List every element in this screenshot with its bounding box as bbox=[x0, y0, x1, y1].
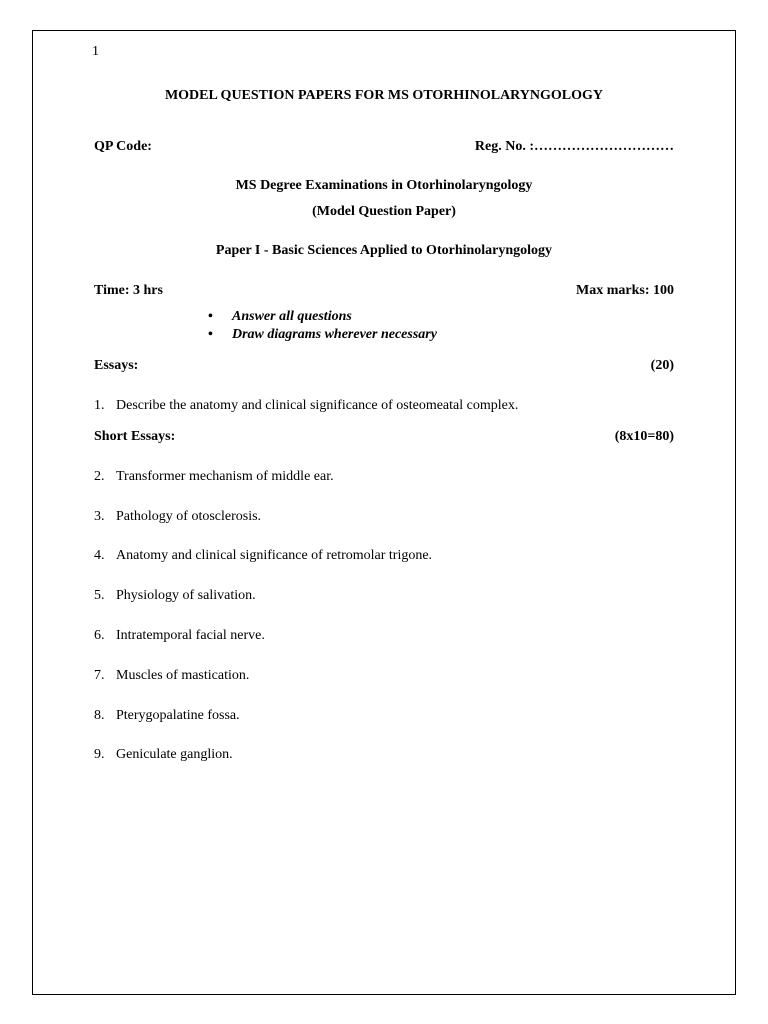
instruction-item bbox=[206, 308, 437, 326]
paper-name: Paper I - Basic Sciences Applied to Otorhinolaryngology bbox=[215, 243, 553, 258]
question-item bbox=[94, 588, 256, 604]
question-item bbox=[94, 398, 518, 414]
question-number: 1. bbox=[94, 398, 105, 413]
short-essays-label: Short Essays: bbox=[94, 429, 176, 444]
question-number: 7. bbox=[94, 668, 105, 683]
question-number: 4. bbox=[94, 548, 105, 563]
question-text: Geniculate ganglion. bbox=[116, 747, 233, 762]
instruction-item bbox=[206, 326, 437, 344]
exam-title: MS Degree Examinations in Otorhinolaryngology bbox=[235, 178, 533, 193]
max-marks-label: Max marks: 100 bbox=[576, 283, 674, 298]
question-text: Muscles of mastication. bbox=[116, 668, 250, 683]
essays-label: Essays: bbox=[94, 358, 139, 373]
question-number: 2. bbox=[94, 469, 105, 484]
question-number: 8. bbox=[94, 708, 105, 723]
question-text: Describe the anatomy and clinical significance of osteomeatal complex. bbox=[116, 398, 519, 413]
question-number: 9. bbox=[94, 747, 105, 762]
question-item bbox=[94, 668, 249, 684]
page-number: 1 bbox=[92, 44, 99, 59]
question-item bbox=[94, 548, 432, 564]
question-item bbox=[94, 628, 265, 644]
question-item bbox=[94, 747, 233, 763]
bullet-icon: • bbox=[208, 327, 213, 342]
paper-type: (Model Question Paper) bbox=[312, 204, 456, 219]
question-number: 6. bbox=[94, 628, 105, 643]
question-text: Anatomy and clinical significance of retromolar trigone. bbox=[116, 548, 433, 563]
qp-code-label: QP Code: bbox=[94, 139, 152, 154]
question-text: Pathology of otosclerosis. bbox=[116, 509, 262, 524]
question-text: Pterygopalatine fossa. bbox=[116, 708, 240, 723]
question-item bbox=[94, 708, 240, 724]
question-text: Transformer mechanism of middle ear. bbox=[116, 469, 334, 484]
question-item bbox=[94, 509, 261, 525]
question-text: Physiology of salivation. bbox=[116, 588, 256, 603]
question-text: Intratemporal facial nerve. bbox=[116, 628, 265, 643]
main-title: MODEL QUESTION PAPERS FOR MS OTORHINOLARYNGOLOGY bbox=[164, 88, 604, 103]
instructions-list bbox=[206, 308, 437, 344]
reg-no-label: Reg. No. :………………………… bbox=[474, 139, 674, 154]
question-number: 3. bbox=[94, 509, 105, 524]
essays-marks: (20) bbox=[650, 358, 674, 373]
instruction-text: Draw diagrams wherever necessary bbox=[232, 327, 437, 342]
time-label: Time: 3 hrs bbox=[94, 283, 163, 298]
question-item bbox=[94, 469, 334, 485]
instruction-text: Answer all questions bbox=[232, 309, 352, 324]
short-essays-marks: (8x10=80) bbox=[614, 429, 674, 444]
bullet-icon: • bbox=[208, 309, 213, 324]
question-number: 5. bbox=[94, 588, 105, 603]
